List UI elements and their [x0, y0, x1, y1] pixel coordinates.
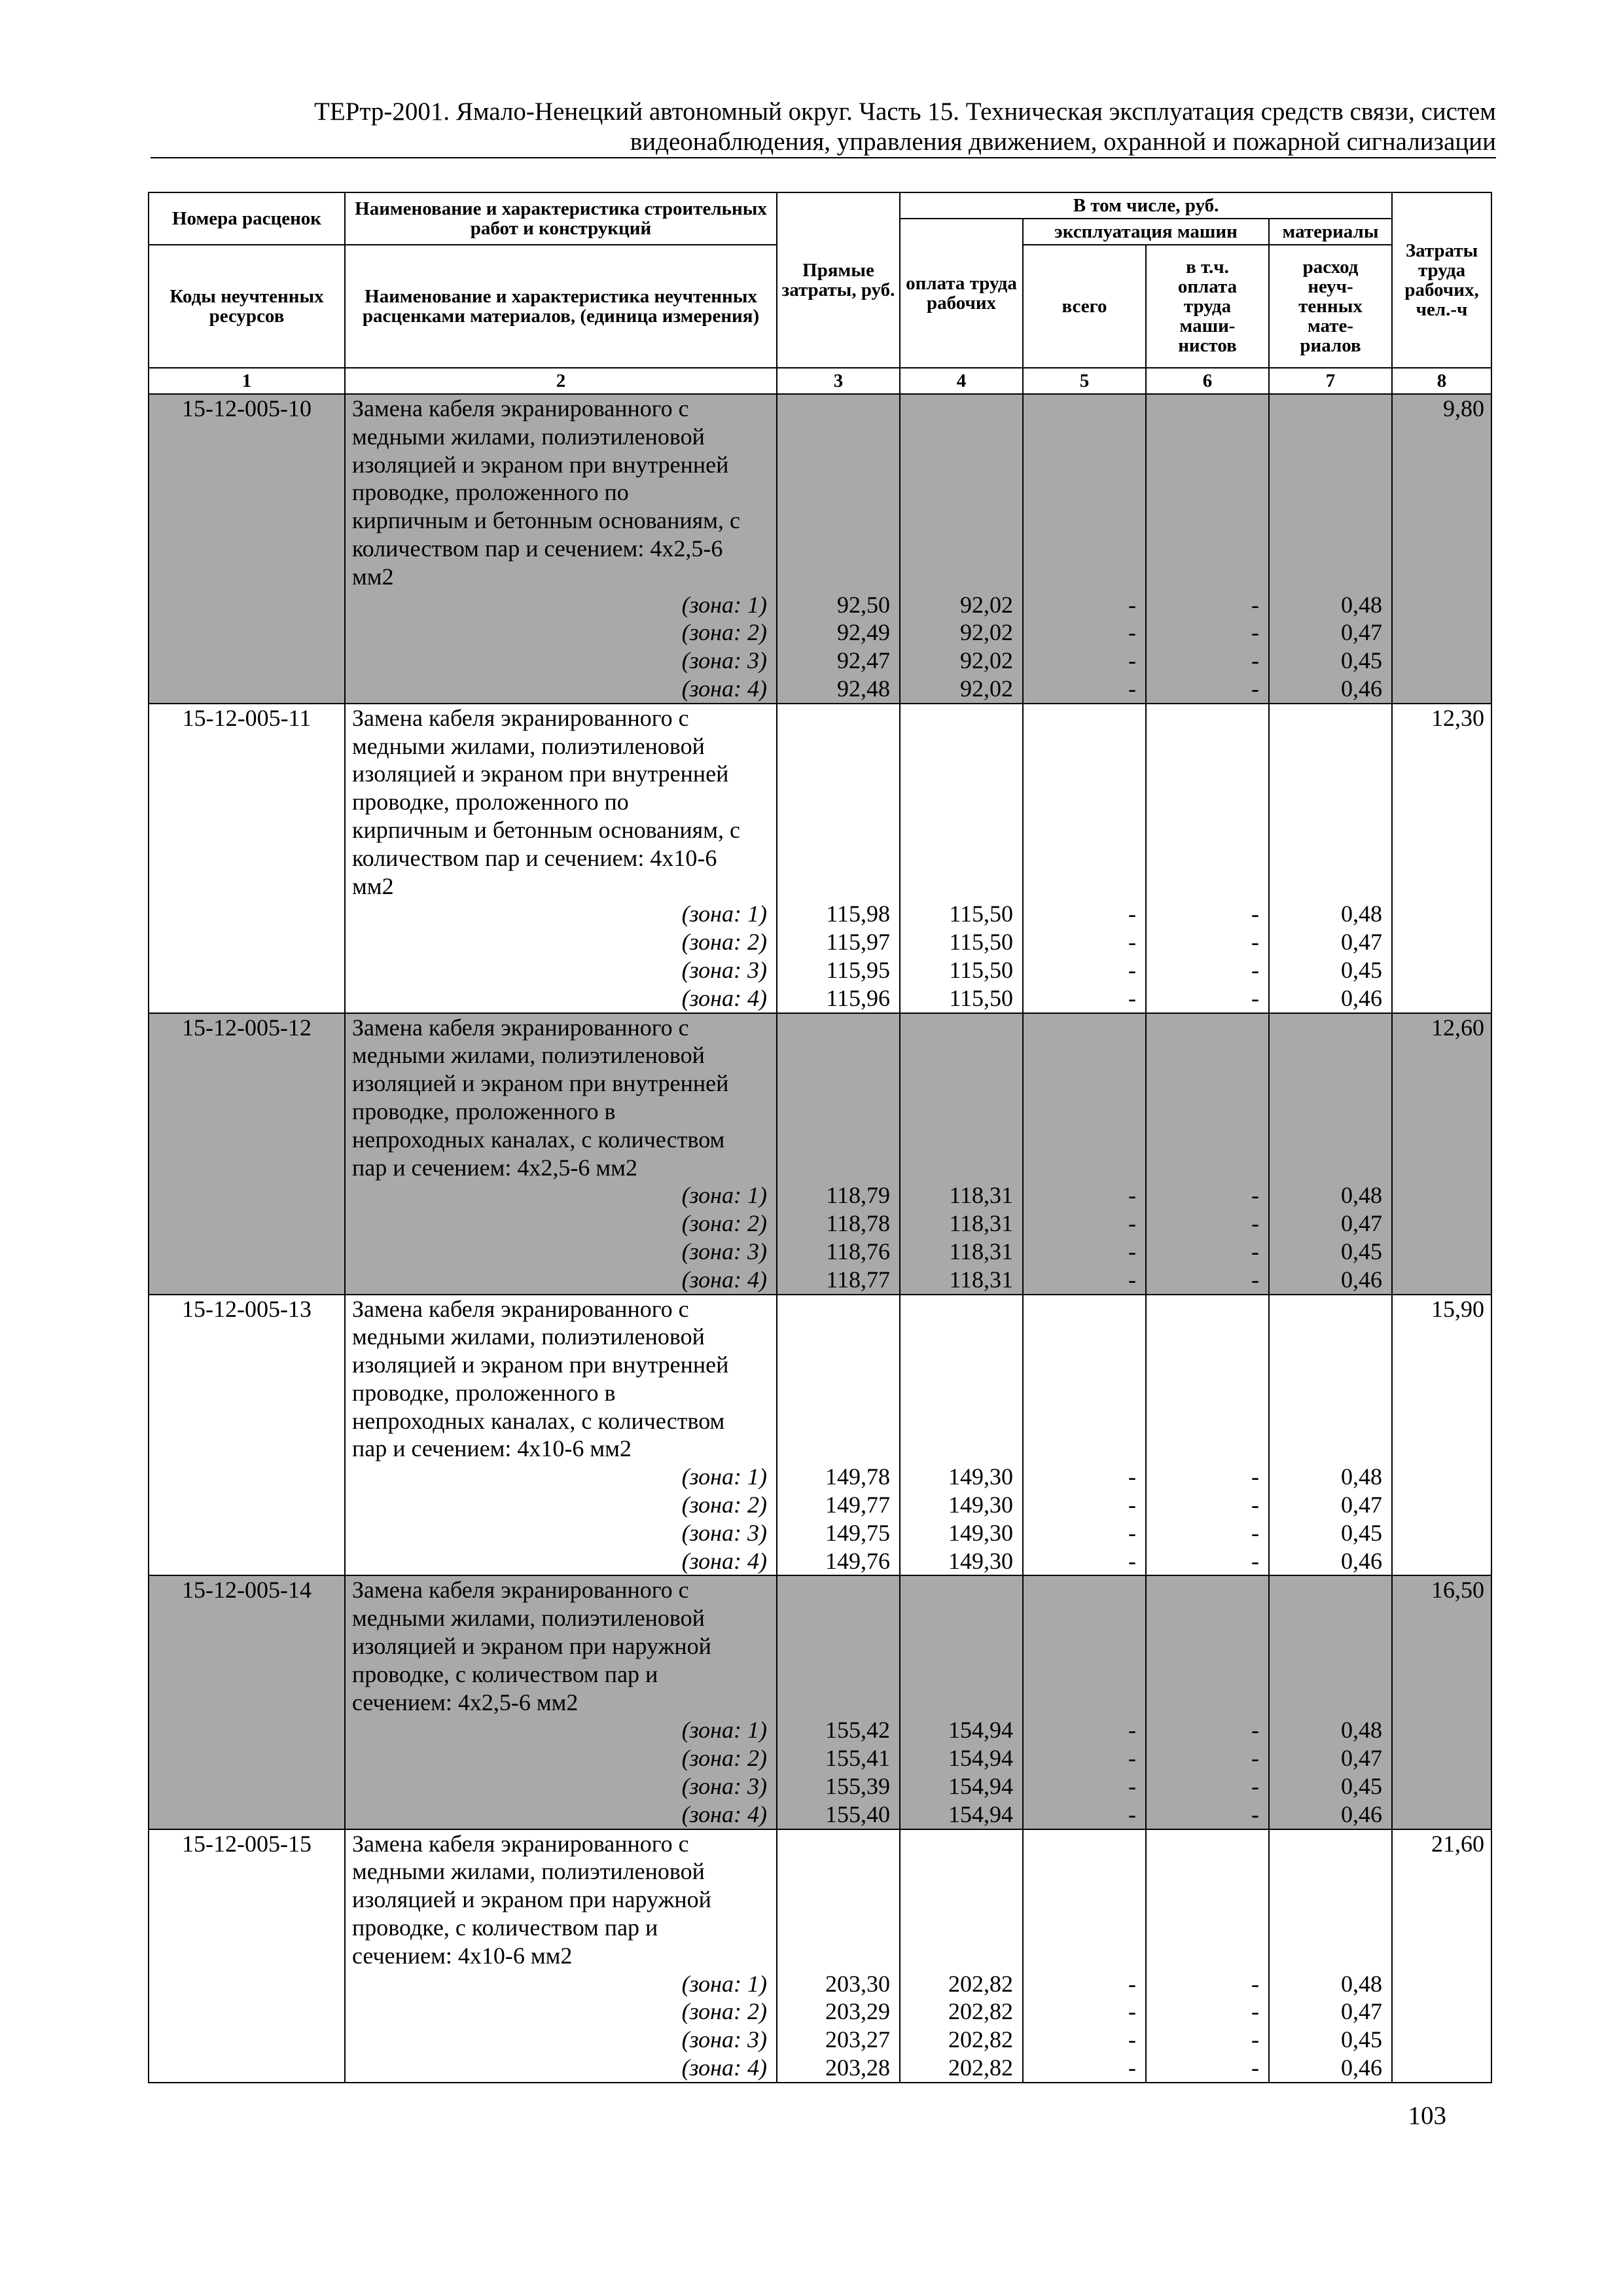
machines-total-value: - — [1128, 1182, 1136, 1209]
direct-costs — [777, 1013, 900, 1295]
head-materials: материалы — [1269, 219, 1392, 245]
zone-label: (зона: 1) — [681, 1182, 767, 1209]
machines-total-value: - — [1128, 1210, 1136, 1237]
machinist-pay-value: - — [1251, 1717, 1259, 1744]
head-machines: эксплуатация машин — [1023, 219, 1269, 245]
worker-pay-value: 118,31 — [949, 1238, 1013, 1265]
material-use — [1269, 394, 1392, 704]
labor-costs — [1392, 1295, 1491, 1576]
machines-total-value: - — [1128, 1745, 1136, 1772]
head-rate-numbers: Номера расценок — [149, 192, 345, 245]
machinist-pay-value: - — [1251, 675, 1259, 702]
machinist-pay-value: - — [1251, 619, 1259, 646]
description-line: кирпичным и бетонным основаниям, с — [352, 507, 740, 534]
material-use-value: 0,48 — [1341, 591, 1383, 618]
rate-code-text: 15-12-005-14 — [182, 1577, 312, 1604]
material-use-value: 0,47 — [1341, 1998, 1383, 2025]
zone-label: (зона: 2) — [681, 1998, 767, 2025]
rate-code — [149, 394, 345, 704]
machinist-pay-value: - — [1251, 1238, 1259, 1265]
machinist-pay-value: - — [1251, 1998, 1259, 2025]
material-use-value: 0,47 — [1341, 1492, 1383, 1518]
material-use — [1269, 1829, 1392, 2083]
direct-costs-value: 92,50 — [837, 591, 890, 618]
material-use-value: 0,48 — [1341, 1970, 1383, 1997]
direct-costs-value: 118,79 — [826, 1182, 890, 1209]
rate-code — [149, 1575, 345, 1829]
head-direct-costs: Прямые затраты, руб. — [777, 192, 900, 368]
column-number: 4 — [900, 368, 1023, 394]
worker-pay-value: 115,50 — [949, 929, 1013, 956]
worker-pay-value: 115,50 — [949, 901, 1013, 927]
head-work-name: Наименование и характеристика строительных работ и конструкций — [345, 192, 777, 245]
machines-total — [1023, 1013, 1146, 1295]
worker-pay-value: 202,82 — [948, 2054, 1013, 2081]
labor-costs-value: 9,80 — [1443, 395, 1485, 422]
labor-costs-value: 12,30 — [1431, 704, 1485, 731]
labor-costs — [1392, 1829, 1491, 2083]
machines-total — [1023, 1575, 1146, 1829]
zone-label: (зона: 3) — [681, 2026, 767, 2053]
zone-label: (зона: 3) — [681, 647, 767, 674]
machinist-pay-value: - — [1251, 647, 1259, 674]
material-use-value: 0,46 — [1341, 1547, 1383, 1574]
worker-pay-value: 154,94 — [948, 1801, 1013, 1827]
machinist-pay — [1146, 394, 1269, 704]
description-line: Замена кабеля экранированного с — [352, 1295, 689, 1322]
zone-label: (зона: 3) — [681, 1238, 767, 1265]
description-line: проводке, проложенного в — [352, 1098, 616, 1124]
description-line: медными жилами, полиэтиленовой — [352, 1042, 705, 1069]
worker-pay-value: 154,94 — [948, 1773, 1013, 1800]
material-use-value: 0,45 — [1341, 1238, 1383, 1265]
description-line: сечением: 4х2,5-6 мм2 — [352, 1689, 579, 1715]
direct-costs-value: 203,28 — [825, 2054, 890, 2081]
zone-label: (зона: 2) — [681, 619, 767, 646]
machines-total — [1023, 1295, 1146, 1576]
worker-pay — [900, 1575, 1023, 1829]
head-machines-total: всего — [1023, 245, 1146, 368]
material-use-value: 0,48 — [1341, 901, 1383, 927]
direct-costs-value: 155,39 — [825, 1773, 890, 1800]
worker-pay-value: 154,94 — [948, 1717, 1013, 1744]
description-line: мм2 — [352, 872, 394, 899]
labor-costs — [1392, 1013, 1491, 1295]
rate-entry — [149, 1575, 1491, 1829]
machines-total-value: - — [1128, 1998, 1136, 2025]
head-unaccounted-materials: Наименование и характеристика неучтенных расценками материалов, (единица измерения) — [345, 245, 777, 368]
rate-description — [345, 1829, 777, 2083]
table-head — [149, 192, 1491, 394]
worker-pay-value: 202,82 — [948, 2026, 1013, 2053]
zone-label: (зона: 2) — [681, 1210, 767, 1237]
zone-label: (зона: 1) — [681, 901, 767, 927]
machinist-pay-value: - — [1251, 1801, 1259, 1827]
table-row — [149, 394, 1491, 704]
machinist-pay — [1146, 704, 1269, 1013]
description-line: Замена кабеля экранированного с — [352, 395, 689, 422]
table-row — [149, 1575, 1491, 1829]
material-use-value: 0,45 — [1341, 647, 1383, 674]
rate-description — [345, 1295, 777, 1576]
zone-label: (зона: 1) — [681, 591, 767, 618]
machines-total-value: - — [1128, 1717, 1136, 1744]
labor-costs-value: 21,60 — [1431, 1830, 1485, 1857]
material-use-value: 0,48 — [1341, 1463, 1383, 1490]
material-use — [1269, 1575, 1392, 1829]
page-number: 103 — [1408, 2102, 1446, 2130]
description-line: изоляцией и экраном при внутренней — [352, 761, 729, 787]
labor-costs-value: 16,50 — [1431, 1577, 1485, 1604]
header-rule — [151, 157, 1496, 158]
direct-costs-value: 149,78 — [825, 1463, 890, 1490]
description-line: пар и сечением: 4х10-6 мм2 — [352, 1435, 632, 1462]
description-line: Замена кабеля экранированного с — [352, 1830, 689, 1857]
material-use-value: 0,47 — [1341, 929, 1383, 956]
head-machinist-pay: в т.ч. оплата труда маши- нистов — [1146, 245, 1269, 368]
material-use-value: 0,45 — [1341, 1519, 1383, 1546]
direct-costs — [777, 394, 900, 704]
machinist-pay-value: - — [1251, 984, 1259, 1011]
worker-pay — [900, 1295, 1023, 1576]
description-line: проводке, проложенного по — [352, 479, 629, 506]
zone-label: (зона: 1) — [681, 1970, 767, 1997]
description-line: проводке, проложенного по — [352, 789, 629, 816]
worker-pay-value: 92,02 — [960, 619, 1013, 646]
direct-costs-value: 115,95 — [826, 956, 890, 983]
worker-pay-value: 149,30 — [948, 1519, 1013, 1546]
machinist-pay-value: - — [1251, 2054, 1259, 2081]
machines-total-value: - — [1128, 1801, 1136, 1827]
head-resource-codes: Коды неучтенных ресурсов — [149, 245, 345, 368]
direct-costs — [777, 704, 900, 1013]
column-number: 3 — [777, 368, 900, 394]
material-use-value: 0,47 — [1341, 1210, 1383, 1237]
material-use-value: 0,46 — [1341, 1266, 1383, 1293]
machines-total-value: - — [1128, 901, 1136, 927]
machines-total-value: - — [1128, 956, 1136, 983]
rate-entry — [149, 1295, 1491, 1576]
zone-label: (зона: 1) — [681, 1463, 767, 1490]
machines-total-value: - — [1128, 1773, 1136, 1800]
description-line: проводке, проложенного в — [352, 1379, 616, 1406]
machines-total-value: - — [1128, 1463, 1136, 1490]
machines-total-value: - — [1128, 1519, 1136, 1546]
machinist-pay-value: - — [1251, 1773, 1259, 1800]
description-line: медными жилами, полиэтиленовой — [352, 732, 705, 759]
worker-pay-value: 115,50 — [949, 984, 1013, 1011]
rate-code — [149, 1295, 345, 1576]
worker-pay — [900, 704, 1023, 1013]
direct-costs-value: 155,41 — [825, 1745, 890, 1772]
machinist-pay-value: - — [1251, 1745, 1259, 1772]
rate-code-text: 15-12-005-13 — [182, 1295, 312, 1322]
rate-entry — [149, 1829, 1491, 2083]
machines-total-value: - — [1128, 1238, 1136, 1265]
labor-costs-value: 15,90 — [1431, 1295, 1485, 1322]
material-use-value: 0,47 — [1341, 619, 1383, 646]
description-line: Замена кабеля экранированного с — [352, 1014, 689, 1041]
machinist-pay-value: - — [1251, 956, 1259, 983]
machinist-pay — [1146, 1013, 1269, 1295]
column-number: 2 — [345, 368, 777, 394]
worker-pay-value: 92,02 — [960, 591, 1013, 618]
material-use — [1269, 1295, 1392, 1576]
machines-total-value: - — [1128, 1266, 1136, 1293]
direct-costs-value: 118,76 — [826, 1238, 890, 1265]
material-use-value: 0,48 — [1341, 1182, 1383, 1209]
worker-pay-value: 202,82 — [948, 1998, 1013, 2025]
machines-total — [1023, 394, 1146, 704]
material-use-value: 0,46 — [1341, 984, 1383, 1011]
direct-costs — [777, 1295, 900, 1576]
machines-total-value: - — [1128, 2026, 1136, 2053]
direct-costs-value: 155,42 — [825, 1717, 890, 1744]
rate-code — [149, 1013, 345, 1295]
machines-total — [1023, 704, 1146, 1013]
head-worker-pay: оплата труда рабочих — [900, 219, 1023, 368]
description-line: медными жилами, полиэтиленовой — [352, 1605, 705, 1632]
description-line: непроходных каналах, с количеством — [352, 1126, 725, 1153]
machines-total-value: - — [1128, 1970, 1136, 1997]
machines-total — [1023, 1829, 1146, 2083]
rate-description — [345, 1013, 777, 1295]
labor-costs — [1392, 704, 1491, 1013]
rate-description — [345, 394, 777, 704]
material-use — [1269, 704, 1392, 1013]
direct-costs-value: 118,77 — [826, 1266, 890, 1293]
rate-entry — [149, 1013, 1491, 1295]
zone-label: (зона: 4) — [681, 2054, 767, 2081]
material-use-value: 0,45 — [1341, 2026, 1383, 2053]
machines-total-value: - — [1128, 984, 1136, 1011]
machinist-pay-value: - — [1251, 929, 1259, 956]
description-line: медными жилами, полиэтиленовой — [352, 1858, 705, 1885]
labor-costs-value: 12,60 — [1431, 1014, 1485, 1041]
rate-code-text: 15-12-005-12 — [182, 1014, 312, 1041]
direct-costs — [777, 1829, 900, 2083]
description-line: изоляцией и экраном при внутренней — [352, 1352, 729, 1378]
machines-total-value: - — [1128, 2054, 1136, 2081]
worker-pay — [900, 1829, 1023, 2083]
material-use-value: 0,47 — [1341, 1745, 1383, 1772]
rate-code-text: 15-12-005-10 — [182, 395, 312, 422]
machinist-pay-value: - — [1251, 1970, 1259, 1997]
worker-pay-value: 149,30 — [948, 1463, 1013, 1490]
description-line: количеством пар и сечением: 4х2,5-6 — [352, 535, 723, 562]
machinist-pay-value: - — [1251, 1463, 1259, 1490]
direct-costs-value: 149,75 — [825, 1519, 890, 1546]
zone-label: (зона: 4) — [681, 1801, 767, 1827]
direct-costs-value: 203,29 — [825, 1998, 890, 2025]
machines-total-value: - — [1128, 929, 1136, 956]
header-line-2: видеонаблюдения, управления движением, охранной и пожарной сигнализации — [630, 128, 1496, 156]
machines-total-value: - — [1128, 1492, 1136, 1518]
direct-costs — [777, 1575, 900, 1829]
worker-pay-value: 118,31 — [949, 1266, 1013, 1293]
zone-label: (зона: 2) — [681, 1745, 767, 1772]
worker-pay-value: 149,30 — [948, 1492, 1013, 1518]
material-use-value: 0,46 — [1341, 1801, 1383, 1827]
table-row — [149, 1013, 1491, 1295]
description-line: медными жилами, полиэтиленовой — [352, 1323, 705, 1350]
direct-costs-value: 115,98 — [826, 901, 890, 927]
worker-pay-value: 118,31 — [949, 1182, 1013, 1209]
direct-costs-value: 92,49 — [837, 619, 890, 646]
direct-costs-value: 155,40 — [825, 1801, 890, 1827]
machinist-pay-value: - — [1251, 1210, 1259, 1237]
rates-table — [148, 192, 1492, 2083]
zone-label: (зона: 2) — [681, 1492, 767, 1518]
machinist-pay-value: - — [1251, 591, 1259, 618]
rate-entry — [149, 704, 1491, 1013]
labor-costs — [1392, 1575, 1491, 1829]
description-line: сечением: 4х10-6 мм2 — [352, 1942, 573, 1969]
column-number: 1 — [149, 368, 345, 394]
zone-label: (зона: 1) — [681, 1717, 767, 1744]
column-number: 8 — [1392, 368, 1491, 394]
description-line: изоляцией и экраном при наружной — [352, 1633, 711, 1660]
material-use-value: 0,45 — [1341, 956, 1383, 983]
column-number: 7 — [1269, 368, 1392, 394]
description-line: Замена кабеля экранированного с — [352, 704, 689, 731]
column-number: 6 — [1146, 368, 1269, 394]
rate-description — [345, 1575, 777, 1829]
direct-costs-value: 203,27 — [825, 2026, 890, 2053]
machinist-pay-value: - — [1251, 1492, 1259, 1518]
description-line: количеством пар и сечением: 4х10-6 — [352, 844, 717, 871]
worker-pay-value: 115,50 — [949, 956, 1013, 983]
material-use-value: 0,48 — [1341, 1717, 1383, 1744]
description-line: непроходных каналах, с количеством — [352, 1407, 725, 1434]
table-row — [149, 704, 1491, 1013]
zone-label: (зона: 3) — [681, 956, 767, 983]
description-line: изоляцией и экраном при наружной — [352, 1886, 711, 1913]
header-line-1: ТЕРтр-2001. Ямало-Ненецкий автономный округ. Часть 15. Техническая эксплуатация средств связи, систем — [314, 98, 1496, 126]
machines-total-value: - — [1128, 647, 1136, 674]
material-use-value: 0,46 — [1341, 2054, 1383, 2081]
description-line: изоляцией и экраном при внутренней — [352, 451, 729, 478]
rate-code — [149, 1829, 345, 2083]
running-header — [151, 97, 1496, 157]
head-material-use: расход неуч- тенных мате- риалов — [1269, 245, 1392, 368]
zone-label: (зона: 4) — [681, 984, 767, 1011]
description-line: проводке, с количеством пар и — [352, 1660, 658, 1687]
description-line: мм2 — [352, 563, 394, 590]
worker-pay-value: 149,30 — [948, 1547, 1013, 1574]
zone-label: (зона: 4) — [681, 1547, 767, 1574]
machines-total-value: - — [1128, 591, 1136, 618]
description-line: кирпичным и бетонным основаниям, с — [352, 816, 740, 843]
worker-pay — [900, 394, 1023, 704]
machinist-pay-value: - — [1251, 1182, 1259, 1209]
zone-label: (зона: 4) — [681, 1266, 767, 1293]
rate-code-text: 15-12-005-15 — [182, 1830, 312, 1857]
worker-pay-value: 202,82 — [948, 1970, 1013, 1997]
zone-label: (зона: 3) — [681, 1773, 767, 1800]
direct-costs-value: 92,47 — [837, 647, 890, 674]
direct-costs-value: 115,97 — [826, 929, 890, 956]
rate-code-text: 15-12-005-11 — [182, 704, 312, 731]
machinist-pay — [1146, 1295, 1269, 1576]
material-use-value: 0,45 — [1341, 1773, 1383, 1800]
machinist-pay-value: - — [1251, 1266, 1259, 1293]
direct-costs-value: 149,77 — [825, 1492, 890, 1518]
direct-costs-value: 149,76 — [825, 1547, 890, 1574]
description-line: изоляцией и экраном при внутренней — [352, 1070, 729, 1097]
machines-total-value: - — [1128, 675, 1136, 702]
description-line: Замена кабеля экранированного с — [352, 1577, 689, 1604]
material-use — [1269, 1013, 1392, 1295]
machinist-pay — [1146, 1829, 1269, 2083]
worker-pay — [900, 1013, 1023, 1295]
head-labor-costs: Затраты труда рабочих, чел.-ч — [1392, 192, 1491, 368]
machines-total-value: - — [1128, 619, 1136, 646]
rate-description — [345, 704, 777, 1013]
description-line: проводке, с количеством пар и — [352, 1914, 658, 1941]
worker-pay-value: 92,02 — [960, 675, 1013, 702]
table-row — [149, 1295, 1491, 1576]
table-row — [149, 1829, 1491, 2083]
labor-costs — [1392, 394, 1491, 704]
machinist-pay-value: - — [1251, 1519, 1259, 1546]
rate-entry — [149, 394, 1491, 704]
zone-label: (зона: 4) — [681, 675, 767, 702]
worker-pay-value: 118,31 — [949, 1210, 1013, 1237]
direct-costs-value: 203,30 — [825, 1970, 890, 1997]
machinist-pay-value: - — [1251, 901, 1259, 927]
machines-total-value: - — [1128, 1547, 1136, 1574]
direct-costs-value: 92,48 — [837, 675, 890, 702]
machinist-pay-value: - — [1251, 2026, 1259, 2053]
description-line: пар и сечением: 4х2,5-6 мм2 — [352, 1154, 637, 1181]
worker-pay-value: 154,94 — [948, 1745, 1013, 1772]
column-number: 5 — [1023, 368, 1146, 394]
material-use-value: 0,46 — [1341, 675, 1383, 702]
machinist-pay — [1146, 1575, 1269, 1829]
zone-label: (зона: 3) — [681, 1519, 767, 1546]
head-including: В том числе, руб. — [900, 192, 1392, 219]
worker-pay-value: 92,02 — [960, 647, 1013, 674]
description-line: медными жилами, полиэтиленовой — [352, 423, 705, 450]
direct-costs-value: 118,78 — [826, 1210, 890, 1237]
rate-code — [149, 704, 345, 1013]
machinist-pay-value: - — [1251, 1547, 1259, 1574]
zone-label: (зона: 2) — [681, 929, 767, 956]
direct-costs-value: 115,96 — [826, 984, 890, 1011]
